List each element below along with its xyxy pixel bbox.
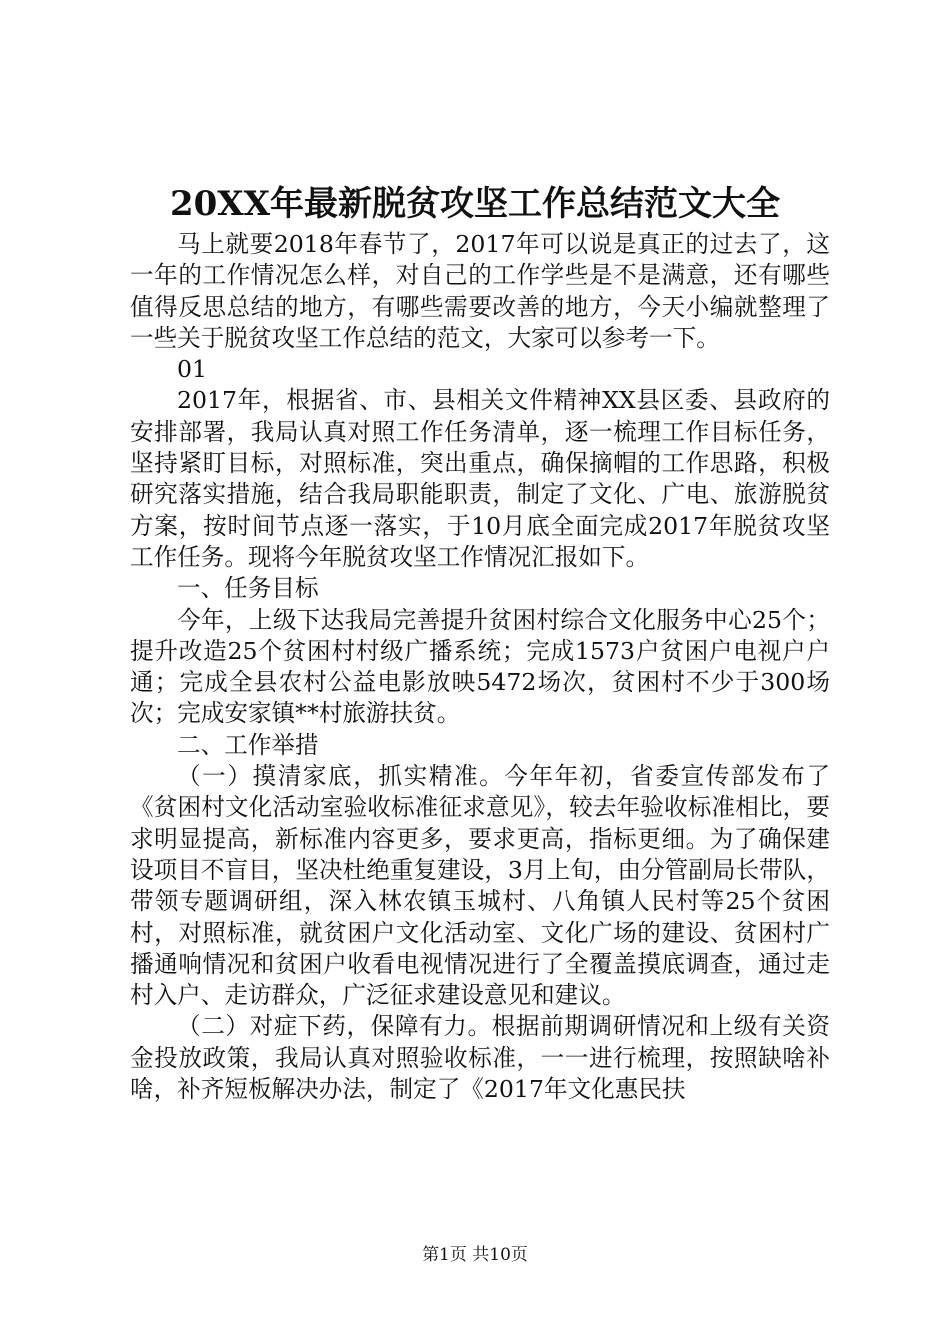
section-number: 01 xyxy=(177,355,208,384)
section-heading: 一、任务目标 xyxy=(177,574,319,603)
section-heading: 二、工作举措 xyxy=(177,730,319,759)
intro-paragraph: 马上就要2018年春节了，2017年可以说是真正的过去了，这一年的工作情况怎么样，对自己的工作学些是不是满意，还有哪些值得反思总结的地方，有哪些需要改善的地方，今天小编就整理了一些关于脱贫攻坚工作总结的范文，大家可以参考一下。 xyxy=(130,230,830,352)
document-body xyxy=(130,229,830,1105)
document-title: 20XX年最新脱贫攻坚工作总结范文大全 xyxy=(169,184,781,224)
body-paragraph: （二）对症下药，保障有力。根据前期调研情况和上级有关资金投放政策，我局认真对照验收标准，一一进行梳理，按照缺啥补啥，补齐短板解决办法，制定了《2017年文化惠民扶 xyxy=(130,1012,830,1104)
body-paragraph: （一）摸清家底，抓实精准。今年年初，省委宣传部发布了《贫困村文化活动室验收标准征求意见》，较去年验收标准相比，要求明显提高，新标准内容更多，要求更高，指标更细。为了确保建设项目不盲目，坚决杜绝重复建设，3月上旬，由分管副局长带队，带领专题调研组，深入林农镇玉城村、八角镇人民村等25个贫困村，对照标准，就贫困户文化活动室、文化广场的建设、贫困村广播通响情况和贫困户收看电视情况进行了全覆盖摸底调查，通过走村入户、走访群众，广泛征求建设意见和建议。 xyxy=(130,762,830,1010)
body-paragraph: 今年，上级下达我局完善提升贫困村综合文化服务中心25个；提升改造25个贫困村村级广播系统；完成1573户贫困户电视户户通；完成全县农村公益电影放映5472场次，贫困村不少于300场次；完成安家镇**村旅游扶贫。 xyxy=(130,605,830,728)
page-footer: 第1页 共10页 xyxy=(422,1245,528,1265)
body-paragraph: 2017年，根据省、市、县相关文件精神XX县区委、县政府的安排部署，我局认真对照工作任务清单，逐一梳理工作目标任务，坚持紧盯目标，对照标准，突出重点，确保摘帽的工作思路，积极研究落实措施，结合我局职能职责，制定了文化、广电、旅游脱贫方案，按时间节点逐一落实，于10月底全面完成2017年脱贫攻坚工作任务。现将今年脱贫攻坚工作情况汇报如下。 xyxy=(130,386,830,571)
